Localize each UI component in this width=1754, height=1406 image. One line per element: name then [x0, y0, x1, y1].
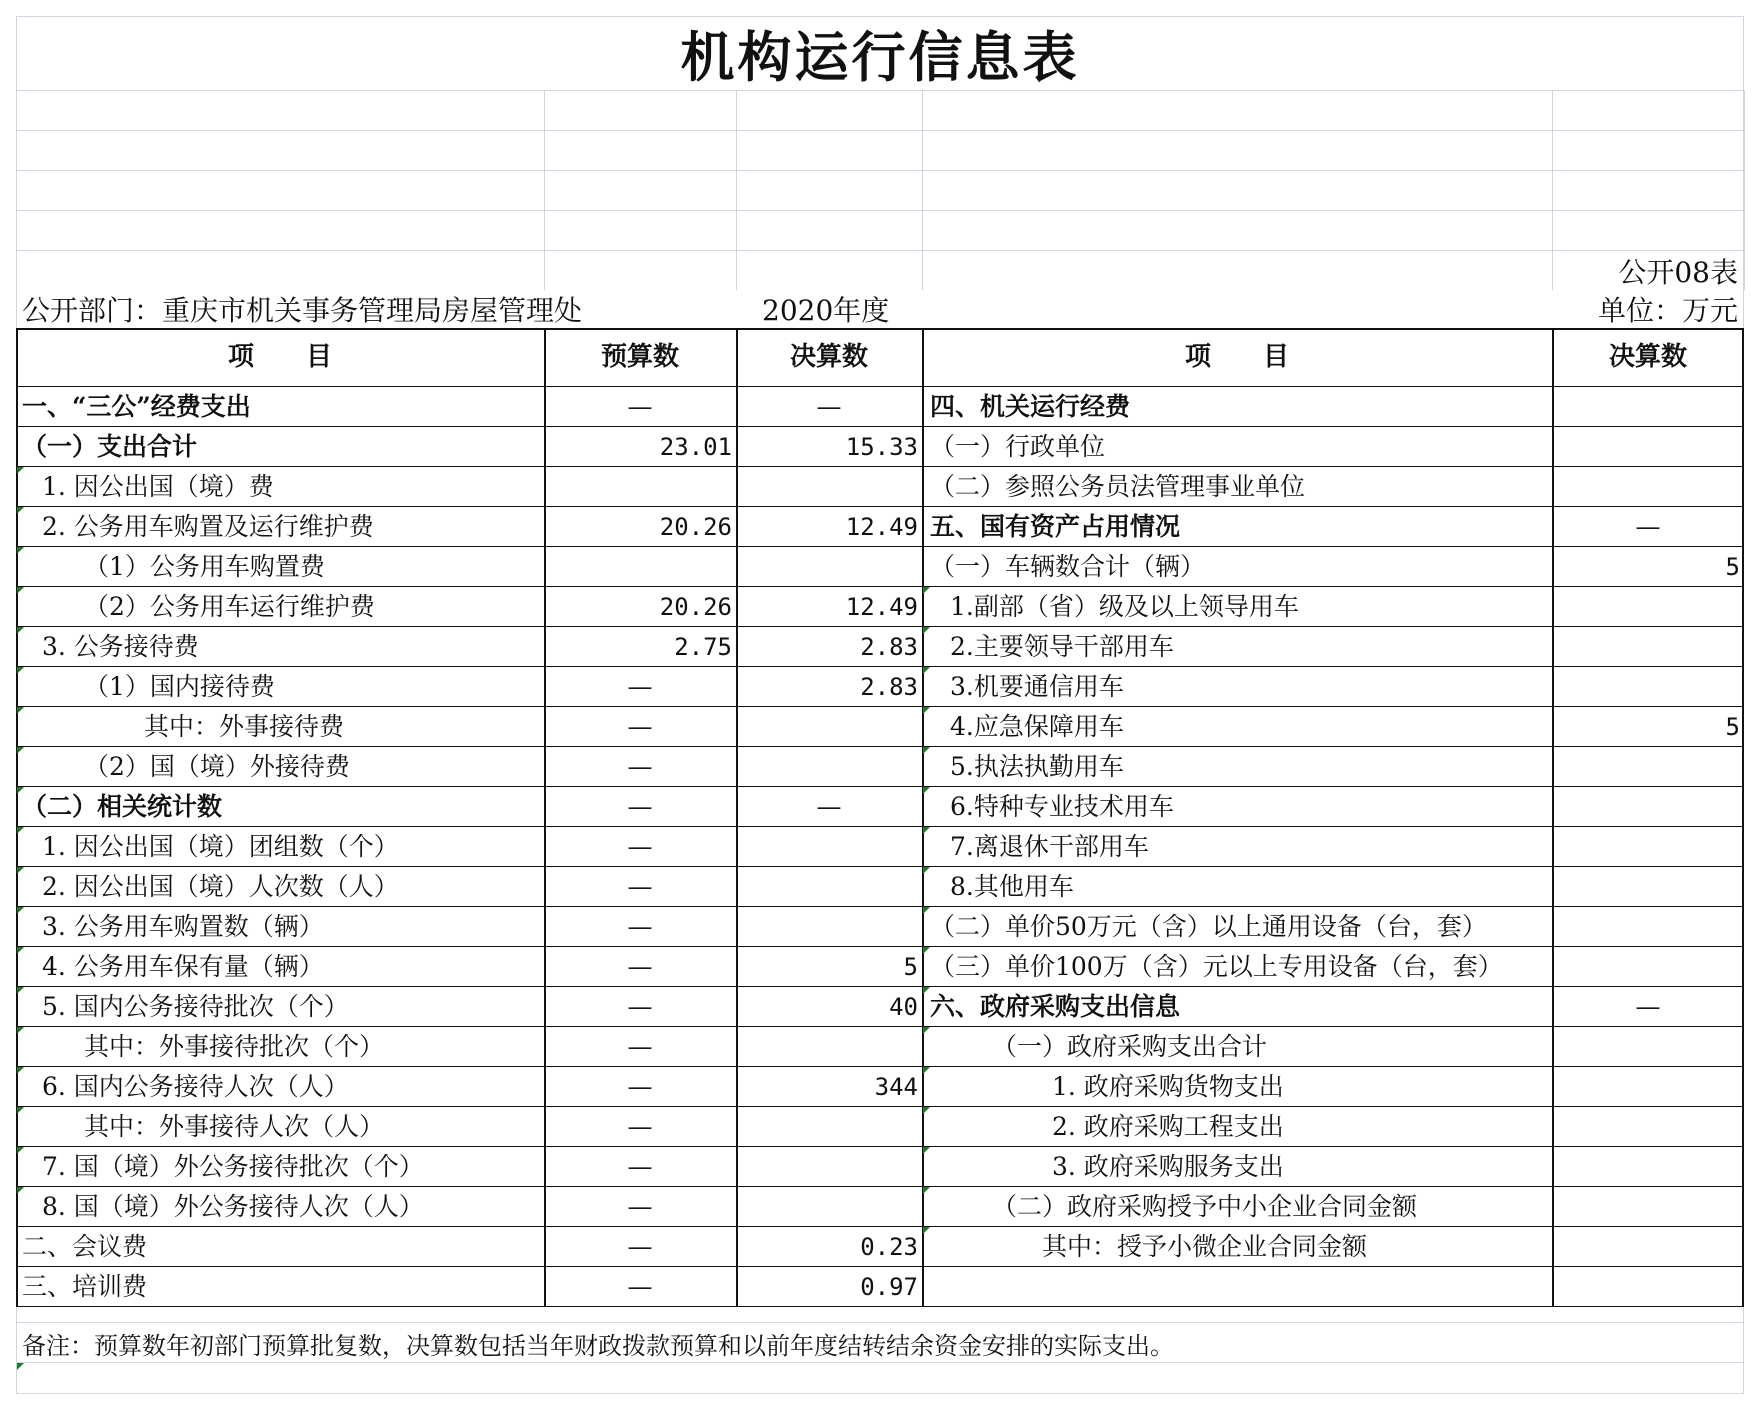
table-cell-budget: —	[627, 792, 653, 821]
cell-marker	[17, 867, 24, 874]
cell-marker	[923, 667, 930, 674]
footnote: 备注：预算数年初部门预算批复数，决算数包括当年财政拨款预算和以前年度结转结余资金安排的实际支出。	[22, 1332, 1174, 1360]
column-header-item-right: 项 目	[1184, 342, 1289, 372]
table-cell-final: 0.97	[860, 1273, 918, 1301]
gridline	[16, 90, 1744, 91]
table-cell-budget	[544, 547, 736, 587]
table-cell-final-right	[1552, 747, 1744, 787]
table-cell-final-right: 5	[1725, 713, 1740, 741]
table-cell-item-right: 1.副部（省）级及以上领导用车	[950, 592, 1299, 621]
table-cell-item-right: 3. 政府采购服务支出	[1052, 1152, 1284, 1181]
cell-marker	[17, 987, 24, 994]
gridline	[16, 1322, 1744, 1323]
table-cell-item-right: （一）车辆数合计（辆）	[930, 552, 1206, 581]
table-cell-item: 8. 国（境）外公务接待人次（人）	[42, 1192, 424, 1221]
table-cell-item: 5. 国内公务接待批次（个）	[42, 992, 349, 1021]
cell-marker	[17, 507, 24, 514]
table-cell-item-right: 8.其他用车	[950, 872, 1074, 901]
table-cell-final-right	[1552, 467, 1744, 507]
gridline	[16, 210, 1744, 211]
table-cell-final: 0.23	[860, 1233, 918, 1261]
table-cell-item-right: 6.特种专业技术用车	[950, 792, 1174, 821]
table-cell-budget: —	[627, 1032, 653, 1061]
table-cell-item: 2. 因公出国（境）人次数（人）	[42, 872, 399, 901]
table-cell-final-right	[1552, 1027, 1744, 1067]
table-cell-item: 其中：外事接待人次（人）	[84, 1112, 385, 1141]
table-cell-item: （1）公务用车购置费	[84, 552, 325, 581]
table-cell-final-right	[1552, 1187, 1744, 1227]
table-cell-item: 7. 国（境）外公务接待批次（个）	[42, 1152, 424, 1181]
table-cell-item-right: 5.执法执勤用车	[950, 752, 1124, 781]
gridline	[16, 1393, 1744, 1394]
gridline	[16, 170, 1744, 171]
table-cell-item: 三、培训费	[22, 1272, 148, 1301]
cell-marker	[923, 907, 930, 914]
table-cell-final-right	[1552, 1147, 1744, 1187]
column-header-final: 决算数	[789, 342, 868, 372]
table-cell-final	[736, 1147, 922, 1187]
table-cell-final-right	[1552, 787, 1744, 827]
table-cell-final-right	[1552, 387, 1744, 427]
fiscal-year: 2020年度	[762, 294, 890, 327]
table-cell-final: 2.83	[860, 673, 918, 701]
cell-marker	[17, 547, 24, 554]
table-cell-budget: —	[627, 392, 653, 421]
table-cell-item-right	[922, 1267, 1552, 1307]
table-cell-final-right	[1552, 667, 1744, 707]
table-cell-final	[736, 1187, 922, 1227]
table-cell-final-right	[1552, 587, 1744, 627]
gridline	[736, 90, 737, 290]
cell-marker	[923, 1067, 930, 1074]
cell-marker	[923, 587, 930, 594]
table-cell-final: 40	[889, 993, 918, 1021]
table-cell-item: 其中：外事接待批次（个）	[84, 1032, 385, 1061]
table-cell-item: 二、会议费	[22, 1232, 148, 1261]
table-cell-budget: —	[627, 872, 653, 901]
cell-marker	[17, 1147, 24, 1154]
gridline	[16, 130, 1744, 131]
table-cell-budget: 2.75	[674, 633, 732, 661]
table-cell-budget: —	[627, 1072, 653, 1101]
table-cell-item-right: 四、机关运行经费	[930, 392, 1131, 421]
table-cell-item: 1. 因公出国（境）团组数（个）	[42, 832, 399, 861]
cell-marker	[923, 1147, 930, 1154]
table-cell-final: —	[816, 392, 842, 421]
table-cell-item-right: 六、政府采购支出信息	[930, 992, 1181, 1021]
cell-marker	[923, 947, 930, 954]
table-cell-final: 12.49	[845, 513, 918, 541]
gridline	[16, 250, 1744, 251]
table-cell-final	[736, 1027, 922, 1067]
table-cell-budget: —	[627, 1152, 653, 1181]
cell-marker	[923, 1027, 930, 1034]
table-cell-final: 12.49	[845, 593, 918, 621]
cell-marker	[17, 787, 24, 794]
column-header-final-right: 决算数	[1608, 342, 1687, 372]
cell-marker	[17, 947, 24, 954]
table-number: 公开08表	[1618, 256, 1738, 289]
table-cell-budget: —	[627, 1192, 653, 1221]
cell-marker	[923, 747, 930, 754]
cell-marker	[17, 1187, 24, 1194]
table-cell-item: 6. 国内公务接待人次（人）	[42, 1072, 349, 1101]
table-cell-final-right	[1552, 427, 1744, 467]
table-cell-item: （二）相关统计数	[22, 792, 223, 821]
table-cell-final-right	[1552, 867, 1744, 907]
cell-marker	[923, 787, 930, 794]
table-cell-budget: —	[627, 752, 653, 781]
cell-marker	[923, 827, 930, 834]
department-label: 公开部门：重庆市机关事务管理局房屋管理处	[22, 294, 583, 327]
table-cell-budget: —	[627, 1112, 653, 1141]
cell-marker	[923, 627, 930, 634]
table-cell-budget: 20.26	[659, 593, 732, 621]
table-border	[16, 328, 1744, 330]
cell-marker	[17, 627, 24, 634]
unit-label: 单位：万元	[1597, 294, 1738, 327]
table-cell-final-right: 5	[1725, 553, 1740, 581]
table-cell-item-right: 3.机要通信用车	[950, 672, 1124, 701]
table-cell-item: 4. 公务用车保有量（辆）	[42, 952, 324, 981]
table-cell-item-right: （一）行政单位	[930, 432, 1106, 461]
cell-marker	[17, 667, 24, 674]
table-cell-item-right: 2.主要领导干部用车	[950, 632, 1174, 661]
gridline	[16, 16, 1744, 17]
table-cell-final-right	[1552, 827, 1744, 867]
table-cell-item-right: 7.离退休干部用车	[950, 832, 1149, 861]
table-cell-budget: —	[627, 672, 653, 701]
table-cell-final-right	[1552, 1107, 1744, 1147]
table-cell-final	[736, 1107, 922, 1147]
table-cell-final-right: —	[1635, 512, 1661, 541]
table-cell-final: 2.83	[860, 633, 918, 661]
table-cell-item-right: 其中：授予小微企业合同金额	[1042, 1232, 1368, 1261]
table-cell-final-right: —	[1635, 992, 1661, 1021]
cell-marker	[17, 1027, 24, 1034]
table-cell-budget: —	[627, 992, 653, 1021]
cell-marker	[17, 907, 24, 914]
table-cell-item: 3. 公务接待费	[42, 632, 199, 661]
table-cell-final-right	[1552, 1067, 1744, 1107]
cell-marker	[923, 1227, 930, 1234]
table-cell-final	[736, 547, 922, 587]
table-cell-budget: —	[627, 712, 653, 741]
table-cell-budget: —	[627, 952, 653, 981]
column-header-budget: 预算数	[600, 342, 679, 372]
cell-marker	[923, 987, 930, 994]
table-cell-item: （2）国（境）外接待费	[84, 752, 350, 781]
cell-marker	[923, 707, 930, 714]
table-cell-item: 一、“三公”经费支出	[22, 392, 251, 421]
table-cell-final	[736, 867, 922, 907]
table-cell-final	[736, 707, 922, 747]
table-cell-final: 344	[874, 1073, 918, 1101]
gridline	[922, 90, 923, 290]
cell-marker	[923, 1107, 930, 1114]
table-cell-item-right: 1. 政府采购货物支出	[1052, 1072, 1284, 1101]
table-cell-final	[736, 827, 922, 867]
table-cell-budget: 20.26	[659, 513, 732, 541]
cell-marker	[17, 1363, 24, 1370]
table-cell-final: 5	[903, 953, 918, 981]
table-cell-final	[736, 747, 922, 787]
table-cell-final	[736, 467, 922, 507]
gridline	[544, 90, 545, 290]
cell-marker	[17, 587, 24, 594]
table-cell-final-right	[1552, 1227, 1744, 1267]
column-header-item: 项 目	[227, 342, 332, 372]
cell-marker	[17, 827, 24, 834]
table-cell-budget: —	[627, 1232, 653, 1261]
table-cell-item: 1. 因公出国（境）费	[42, 472, 274, 501]
table-cell-budget: —	[627, 1272, 653, 1301]
gridline	[1744, 90, 1745, 290]
table-cell-item-right: （二）单价50万元（含）以上通用设备（台，套）	[930, 912, 1487, 941]
table-cell-final-right	[1552, 947, 1744, 987]
cell-marker	[17, 467, 24, 474]
table-cell-final	[736, 907, 922, 947]
table-cell-item-right: 五、国有资产占用情况	[930, 512, 1181, 541]
gridline	[16, 1362, 1744, 1363]
table-cell-item: 3. 公务用车购置数（辆）	[42, 912, 324, 941]
table-cell-final: 15.33	[845, 433, 918, 461]
table-cell-final-right	[1552, 1267, 1744, 1307]
cell-marker	[17, 1107, 24, 1114]
table-cell-final-right	[1552, 627, 1744, 667]
table-cell-item-right: （二）参照公务员法管理事业单位	[930, 472, 1306, 501]
table-cell-item: （一）支出合计	[22, 432, 198, 461]
table-cell-final-right	[1552, 907, 1744, 947]
table-cell-item-right: （三）单价100万（含）元以上专用设备（台，套）	[930, 952, 1503, 981]
table-cell-item: （1）国内接待费	[84, 672, 275, 701]
table-cell-final: —	[816, 792, 842, 821]
cell-marker	[923, 867, 930, 874]
table-cell-item-right: （二）政府采购授予中小企业合同金额	[992, 1192, 1418, 1221]
table-cell-item-right: （一）政府采购支出合计	[992, 1032, 1268, 1061]
cell-marker	[923, 1187, 930, 1194]
table-cell-budget: —	[627, 912, 653, 941]
cell-marker	[17, 1067, 24, 1074]
spreadsheet-sheet	[16, 16, 1744, 1394]
table-cell-item: 其中：外事接待费	[144, 712, 345, 741]
cell-marker	[17, 707, 24, 714]
table-cell-budget	[544, 467, 736, 507]
table-cell-item-right: 4.应急保障用车	[950, 712, 1124, 741]
gridline	[1552, 90, 1553, 290]
table-cell-budget: —	[627, 832, 653, 861]
table-cell-budget: 23.01	[659, 433, 732, 461]
cell-marker	[17, 747, 24, 754]
page-title: 机构运行信息表	[680, 25, 1080, 89]
table-cell-item: 2. 公务用车购置及运行维护费	[42, 512, 374, 541]
table-cell-item: （2）公务用车运行维护费	[84, 592, 375, 621]
table-cell-item-right: 2. 政府采购工程支出	[1052, 1112, 1284, 1141]
